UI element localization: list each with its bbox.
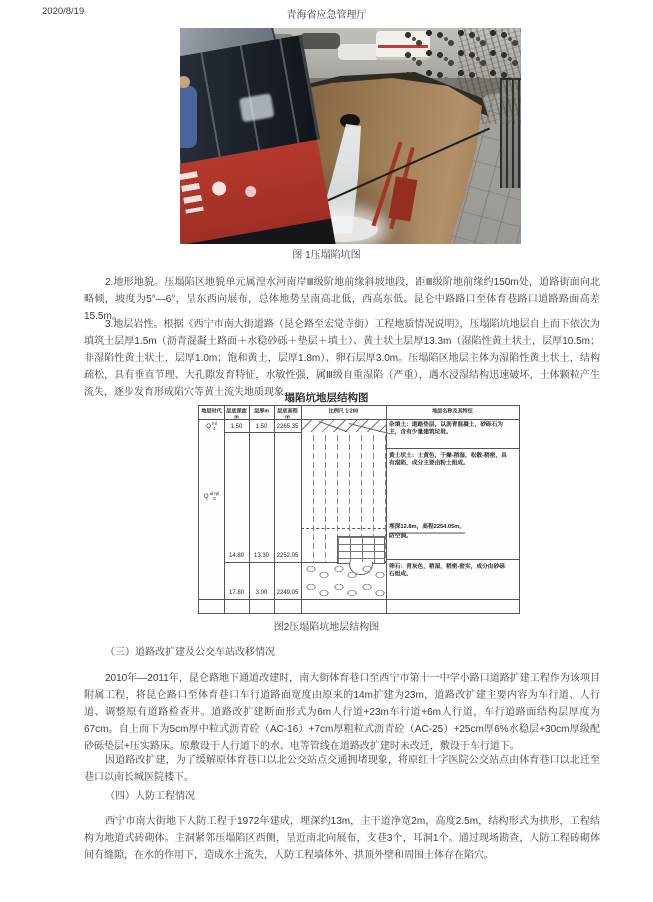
section3-paragraph2: 因道路改扩建，为了缓解原体育巷口以北公交站点交通拥堵现象，将原红十字医院公交站点由体育巷口以北迁至巷口以南长城医院楼下。 bbox=[84, 755, 600, 783]
col-header-depth: 层底深度m bbox=[226, 409, 247, 421]
diagram-line bbox=[386, 406, 387, 613]
car-shape bbox=[300, 33, 340, 49]
figure2-caption: 图2压塌陷坑地层结构图 bbox=[273, 622, 380, 633]
bus-logo bbox=[211, 180, 227, 196]
collapse-pit-photo bbox=[180, 28, 521, 244]
col-header-scale: 比例尺 1:200 bbox=[328, 409, 359, 415]
strata-diagram bbox=[198, 405, 520, 614]
bystander-head bbox=[180, 76, 190, 88]
shelter-depth-note: 埋深12.8m，高程2254.05m。 防空洞。 bbox=[389, 524, 466, 539]
depth-value: 1.50 bbox=[230, 424, 243, 430]
col-header-elevation: 层底高程m bbox=[277, 409, 298, 421]
section3-paragraph1: 2010年—2011年，昆仑路地下通道改建时，南大街体育巷口至西宁市第十一中学小路口道路扩建工程作为该项目附属工程，将昆仑路口至体育巷口车行道路面宽度由原来的14m扩建为23m，道路改扩建主要内容为车行道、人行道、调整原有道路检查井。道路改扩建断面形式为6m人行道+23m车行道+6m人行道，车行道路面结构层厚度为67cm。自上而下为5cm厚中粒式沥青砼（AC-16）+7cm厚粗粒式沥青砼（AC-25）+25cm厚6%水稳层+30cm厚级配砂砾垫层+压实路床。原敷设于人行道下的水、电等管线在道路改扩建时未改迁，敷设于车行道下。 bbox=[84, 673, 600, 752]
diagram-line bbox=[249, 406, 250, 613]
diagram-line bbox=[224, 406, 225, 613]
diagram-line bbox=[274, 406, 275, 613]
page-title: 青海省应急管理厅 bbox=[286, 10, 367, 21]
diagram-line bbox=[386, 559, 519, 560]
diagram-title: 塌陷坑地层结构图 bbox=[284, 392, 369, 404]
desc-loess: 黄土状土：土黄色，干燥-稍湿，松散-稍密，具有湿陷，成分主要由粉土组成。 bbox=[389, 453, 507, 466]
desc-gravel: 卵石：青灰色，稍湿，稍密-密实，成分由砂砾石组成。 bbox=[389, 564, 505, 577]
section4-paragraph1: 西宁市南大街地下人防工程于1972年建成，埋深约13m，主干道净宽2m，高度2.5m，结构形式为拱形，工程结构为地道式砖砌体。主洞紧邻压塌陷区西侧，呈近南北向展布，支巷3个，耳洞1个。通过现场勘查，人防工程砖砌体间有缝隙，在水的作用下，造成水土流失，人防工程墙体外、拱顶外壁和周围土体存在陷穴。 bbox=[84, 816, 600, 861]
desc-fill-soil: 杂填土：道路垫层，以沥青混凝土，砂砾石为主，含有少量建筑垃圾。 bbox=[389, 422, 504, 435]
era-label-q3: Q al+pl 3 bbox=[203, 491, 220, 501]
figure1-caption: 图 1压塌陷坑图 bbox=[292, 250, 361, 261]
bus-ad-marks bbox=[180, 171, 204, 214]
col-header-era: 地层时代 bbox=[201, 409, 222, 415]
bus-logo bbox=[244, 185, 257, 198]
elevation-value: 2249.05 bbox=[276, 590, 299, 596]
diagram-line bbox=[199, 599, 519, 600]
car-shape bbox=[338, 44, 380, 60]
page-date: 2020/8/19 bbox=[42, 6, 85, 17]
elevation-value: 2252.05 bbox=[276, 553, 299, 559]
col-header-description: 地层名称及其特征 bbox=[432, 409, 473, 415]
paragraph-strata: 3.地层岩性。根据《西宁市南大街道路（昆仑路至宏觉寺街）工程地质情况说明》，压塌陷坑地层自上而下依次为填筑土层厚1.5m（沥青混凝土路面＋水稳砂砾＋垫层＋填土）、黄土状土层厚13.3m（湿陷性黄土状土，层厚10.5m；非湿陷性黄土状土，层厚1.0m；饱和黄土，层厚1.8m）、卵石层厚3.0m。压塌陷区地层主体为湿陷性黄土状土，结构疏松，具有垂直节理、大孔隙发育特征，水敏性强，属Ⅲ级自重湿陷（严重），遇水浸湿结构迅速破坏，土体颗粒产生流失，逐步发育形成陷穴等黄土流失地质现象。 bbox=[84, 319, 600, 398]
section3-heading: （三）道路改扩建及公交车站改移情况 bbox=[105, 647, 275, 658]
depth-value: 17.80 bbox=[228, 590, 244, 596]
section4-heading: （四）人防工程情况 bbox=[105, 791, 195, 802]
air-raid-shelter-brick bbox=[337, 536, 385, 564]
depth-value: 14.80 bbox=[228, 553, 244, 559]
thickness-value: 1.50 bbox=[255, 424, 268, 430]
era-label-q4: Q ml 4 bbox=[206, 421, 217, 431]
elevation-value: 2265.35 bbox=[276, 424, 299, 430]
gravel-pattern bbox=[302, 562, 386, 599]
diagram-line bbox=[386, 448, 519, 449]
thickness-value: 3.00 bbox=[255, 590, 268, 596]
paragraph-terrain: 2.地形地貌。压塌陷区地貌单元属湟水河南岸Ⅲ级阶地前缘斜坡地段，距Ⅲ级阶地前缘约150m处，道路街面向北略倾，坡度为5°—6°，呈东西向展布，总体地势呈南高北低，西高东低。昆仑中路路口至体育巷路口道路路面高差15.5m。 bbox=[84, 277, 600, 322]
col-header-thickness: 层厚m bbox=[254, 409, 269, 415]
bystander-blue-jacket bbox=[180, 86, 197, 148]
thickness-value: 13.30 bbox=[253, 553, 269, 559]
